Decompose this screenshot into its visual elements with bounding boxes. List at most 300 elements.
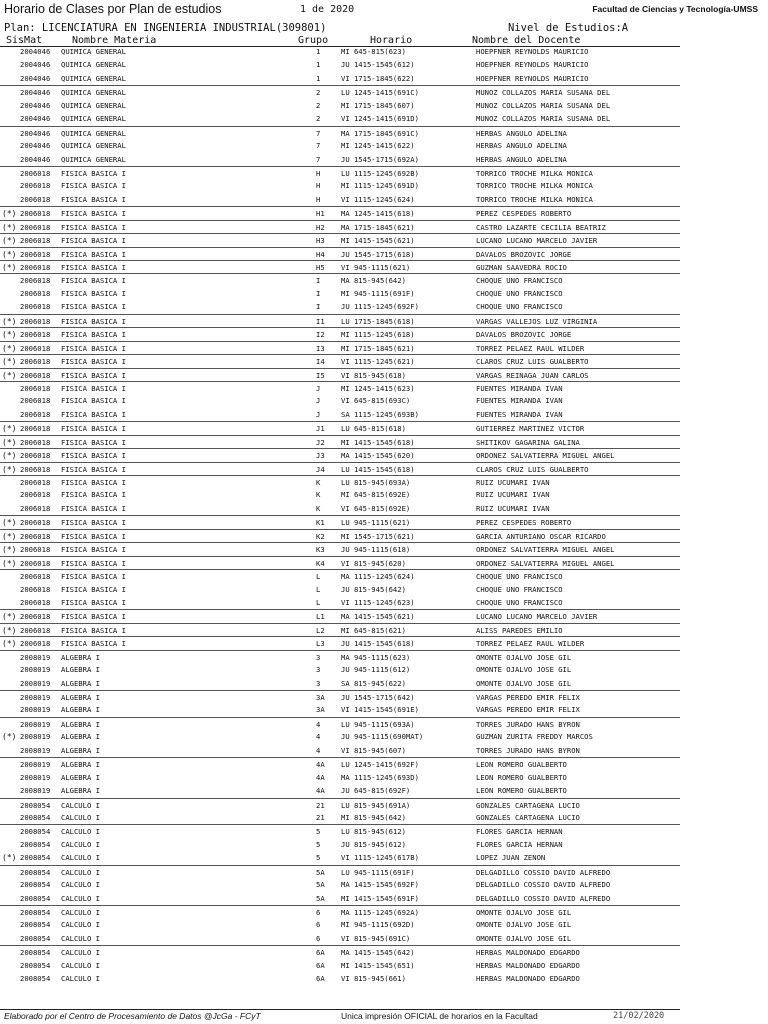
table-row (0, 408, 680, 421)
sismat-code: 2006018 (20, 572, 51, 582)
schedule-time: LU 645-815(618) (341, 424, 406, 434)
teacher-name: LEON ROMERO GUALBERTO (476, 760, 567, 770)
course-name: FISICA BASICA I (61, 625, 126, 635)
nivel-label: Nivel de Estudios:A (508, 22, 629, 34)
table-row (0, 583, 680, 596)
group-code: J (316, 383, 321, 393)
course-name: FISICA BASICA I (61, 330, 126, 340)
teacher-name: DAVALOS BROZOVIC JORGE (476, 249, 572, 259)
teacher-name: HERBAS MALDONADO EDGARDO (476, 948, 580, 958)
schedule-time: MI 645-815(621) (341, 625, 406, 635)
sismat-code: 2006018 (20, 383, 51, 393)
schedule-time: LU 815-945(693A) (341, 478, 411, 487)
course-name: QUIMICA GENERAL (61, 154, 126, 164)
course-name: QUIMICA GENERAL (61, 60, 126, 70)
table-row (0, 85, 680, 98)
schedule-time: LU 1715-1845(618) (341, 316, 415, 326)
sismat-code: 2006018 (20, 612, 51, 622)
group-code: 5 (316, 839, 321, 849)
course-name: ALGEBRA I (61, 678, 100, 688)
schedule-time: VI 1715-1845(622) (341, 73, 415, 83)
course-name: ALGEBRA I (61, 745, 100, 755)
group-code: 2 (316, 114, 321, 124)
schedule-time: VI 1115-1245(621) (341, 357, 415, 367)
course-name: ALGEBRA I (61, 665, 100, 675)
teacher-name: VARGAS VALLEJOS LUZ VIRGINIA (476, 316, 598, 326)
schedule-time: LU 1115-1245(692B) (341, 168, 419, 178)
course-name: FISICA BASICA I (61, 531, 126, 541)
table-row (0, 381, 680, 394)
course-name: CALCULO I (61, 867, 100, 877)
course-name: CALCULO I (61, 908, 100, 917)
asterisk-mark: (*) (2, 330, 17, 340)
group-code: 7 (316, 141, 321, 151)
sismat-code: 2006018 (20, 370, 51, 380)
asterisk-mark: (*) (2, 424, 17, 434)
sismat-code: 2006018 (20, 464, 51, 474)
group-code: J (316, 409, 321, 419)
schedule-time: MA 945-1115(623) (341, 652, 411, 662)
table-row (0, 448, 680, 461)
schedule-time: VI 1245-1415(691D) (341, 114, 419, 124)
table-row (0, 851, 680, 864)
course-name: FISICA BASICA I (61, 302, 126, 312)
course-name: CALCULO I (61, 920, 100, 930)
asterisk-mark: (*) (2, 222, 17, 232)
course-name: FISICA BASICA I (61, 316, 126, 326)
table-row (0, 126, 680, 139)
course-name: FISICA BASICA I (61, 181, 126, 191)
table-row (0, 905, 680, 918)
course-name: FISICA BASICA I (61, 209, 126, 219)
group-code: 7 (316, 128, 321, 138)
sismat-code: 2006018 (20, 357, 51, 367)
course-name: CALCULO I (61, 812, 100, 822)
sismat-code: 2004046 (20, 154, 51, 164)
teacher-name: OMONTE OJALVO JOSE GIL (476, 665, 572, 675)
teacher-name: CHOQUE UNO FRANCISCO (476, 597, 563, 607)
sismat-code: 2006018 (20, 343, 51, 353)
schedule-time: MI 1245-1415(623) (341, 383, 415, 393)
sismat-code: 2006018 (20, 249, 51, 259)
sismat-code: 2004046 (20, 128, 51, 138)
teacher-name: FUENTES MIRANDA IVAN (476, 383, 563, 393)
course-name: FISICA BASICA I (61, 288, 126, 298)
table-row (0, 730, 680, 743)
page-number: 1 de 2020 (300, 4, 355, 15)
sismat-code: 2004046 (20, 100, 51, 110)
schedule-time: MA 1415-1545(621) (341, 612, 415, 622)
group-code: I (316, 302, 321, 312)
course-name: CALCULO I (61, 827, 100, 837)
schedule-time: LU 945-1115(691F) (341, 867, 415, 877)
table-row (0, 542, 680, 555)
sismat-code: 2008054 (20, 960, 51, 970)
course-name: CALCULO I (61, 948, 100, 958)
group-code: 7 (316, 154, 321, 164)
teacher-name: HERBAS ANGULO ADELINA (476, 128, 567, 138)
plan-label: Plan: LICENCIATURA EN INGENIERIA INDUSTRIAL(309801) (4, 22, 327, 34)
course-name: FISICA BASICA I (61, 503, 126, 513)
asterisk-mark: (*) (2, 316, 17, 326)
teacher-name: HOEPFNER REYNOLDS MAURICIO (476, 47, 589, 56)
group-code: I4 (316, 357, 325, 367)
group-code: H4 (316, 249, 325, 259)
teacher-name: OMONTE OJALVO JOSE GIL (476, 920, 572, 930)
sismat-code: 2008019 (20, 760, 51, 770)
schedule-time: JU 945-1115(618) (341, 545, 411, 555)
teacher-name: GUTIERREZ MARTINEZ VICTOR (476, 424, 585, 434)
page-title: Horario de Clases por Plan de estudios (4, 2, 222, 16)
teacher-name: LEON ROMERO GUALBERTO (476, 786, 567, 796)
course-name: FISICA BASICA I (61, 545, 126, 555)
teacher-name: ORDONEZ SALVATIERRA MIGUEL ANGEL (476, 451, 615, 461)
group-code: 3A (316, 705, 325, 715)
schedule-time: MA 1115-1245(624) (341, 572, 415, 582)
sismat-code: 2006018 (20, 424, 51, 434)
table-row (0, 488, 680, 501)
table-row (0, 811, 680, 824)
table-row (0, 757, 680, 770)
schedule-time: LU 1245-1415(691C) (341, 88, 419, 98)
course-name: FISICA BASICA I (61, 424, 126, 434)
teacher-name: LUCANO LUCANO MARCELO JAVIER (476, 236, 598, 246)
schedule-time: JU 1545-1715(618) (341, 249, 415, 259)
table-row (0, 918, 680, 931)
group-code: I (316, 288, 321, 298)
footer-credit: Elaborado por el Centro de Procesamiento de Datos @JcGa - FCyT (4, 1011, 261, 1021)
sismat-code: 2004046 (20, 73, 51, 83)
group-code: K4 (316, 558, 325, 568)
sismat-code: 2006018 (20, 490, 51, 500)
schedule-time: VI 815-945(618) (341, 370, 406, 380)
table-row (0, 247, 680, 260)
table-row (0, 744, 680, 757)
teacher-name: VARGAS REINAGA JUAN CARLOS (476, 370, 589, 380)
course-name: ALGEBRA I (61, 705, 100, 715)
table-row (0, 193, 680, 206)
group-code: K1 (316, 518, 325, 528)
teacher-name: MUNOZ COLLAZOS MARIA SUSANA DEL (476, 100, 611, 110)
schedule-time: JU 1115-1245(692F) (341, 302, 419, 312)
teacher-name: HERBAS ANGULO ADELINA (476, 141, 567, 151)
course-name: FISICA BASICA I (61, 168, 126, 178)
asterisk-mark: (*) (2, 263, 17, 272)
sismat-code: 2006018 (20, 558, 51, 568)
schedule-time: LU 815-945(691A) (341, 800, 411, 810)
asterisk-mark: (*) (2, 437, 17, 447)
sismat-code: 2006018 (20, 316, 51, 326)
sismat-code: 2006018 (20, 545, 51, 555)
course-name: FISICA BASICA I (61, 396, 126, 406)
course-name: QUIMICA GENERAL (61, 100, 126, 110)
sismat-code: 2008054 (20, 880, 51, 890)
teacher-name: ALISS PAREDES EMILIO (476, 625, 563, 635)
group-code: I1 (316, 316, 325, 326)
sismat-code: 2008054 (20, 974, 51, 984)
table-row (0, 556, 680, 569)
table-row (0, 354, 680, 367)
group-code: H1 (316, 209, 325, 219)
teacher-name: HERBAS ANGULO ADELINA (476, 154, 567, 164)
course-name: FISICA BASICA I (61, 464, 126, 474)
table-row (0, 394, 680, 407)
group-code: 2 (316, 100, 321, 110)
table-row (0, 287, 680, 300)
group-code: L2 (316, 625, 325, 635)
sismat-code: 2008054 (20, 908, 51, 917)
sismat-code: 2008019 (20, 745, 51, 755)
course-name: CALCULO I (61, 880, 100, 890)
teacher-name: FUENTES MIRANDA IVAN (476, 409, 563, 419)
group-code: 1 (316, 73, 321, 83)
group-code: I2 (316, 330, 325, 340)
sismat-code: 2006018 (20, 409, 51, 419)
sismat-code: 2008054 (20, 839, 51, 849)
course-name: FISICA BASICA I (61, 236, 126, 246)
table-row (0, 663, 680, 676)
group-code: J2 (316, 437, 325, 447)
sismat-code: 2008019 (20, 652, 51, 662)
course-name: QUIMICA GENERAL (61, 128, 126, 138)
sismat-code: 2006018 (20, 639, 51, 649)
table-row (0, 636, 680, 649)
course-name: CALCULO I (61, 853, 100, 863)
table-row (0, 569, 680, 582)
table-row (0, 892, 680, 905)
course-name: FISICA BASICA I (61, 276, 126, 286)
sismat-code: 2008019 (20, 772, 51, 782)
course-name: FISICA BASICA I (61, 437, 126, 447)
asterisk-mark: (*) (2, 236, 17, 246)
teacher-name: GUZMAN ZURITA FREDDY MARCOS (476, 732, 593, 742)
table-row (0, 99, 680, 112)
table-row (0, 972, 680, 985)
group-code: L (316, 584, 321, 594)
group-code: 1 (316, 60, 321, 70)
group-code: J3 (316, 451, 325, 461)
table-row (0, 112, 680, 125)
teacher-name: FLORES GARCIA HERNAN (476, 827, 563, 837)
table-row (0, 824, 680, 837)
course-name: FISICA BASICA I (61, 518, 126, 528)
schedule-time: VI 1115-1245(623) (341, 597, 415, 607)
teacher-name: RUIZ UCUMARI IVAN (476, 490, 550, 500)
sismat-code: 2004046 (20, 114, 51, 124)
schedule-time: VI 1415-1545(691E) (341, 705, 419, 715)
table-row (0, 771, 680, 784)
schedule-time: VI 815-945(620) (341, 558, 406, 568)
asterisk-mark: (*) (2, 625, 17, 635)
group-code: 6 (316, 933, 321, 943)
teacher-name: HOEPFNER REYNOLDS MAURICIO (476, 73, 589, 83)
teacher-name: TORRICO TROCHE MILKA MONICA (476, 168, 593, 178)
group-code: K (316, 490, 321, 500)
course-name: CALCULO I (61, 974, 100, 984)
group-code: K3 (316, 545, 325, 555)
asterisk-mark: (*) (2, 612, 17, 622)
group-code: L (316, 597, 321, 607)
table-row (0, 690, 680, 703)
schedule-time: MI 645-815(623) (341, 47, 406, 56)
group-code: 4A (316, 772, 325, 782)
schedule-time: MI 1715-1845(607) (341, 100, 415, 110)
course-name: QUIMICA GENERAL (61, 47, 126, 56)
schedule-time: LU 945-1115(621) (341, 518, 411, 528)
teacher-name: CHOQUE UNO FRANCISCO (476, 276, 563, 286)
course-name: FISICA BASICA I (61, 490, 126, 500)
teacher-name: RUIZ UCUMARI IVAN (476, 478, 550, 487)
teacher-name: TORRES JURADO HANS BYRON (476, 745, 580, 755)
table-row (0, 341, 680, 354)
schedule-time: MI 815-945(642) (341, 812, 406, 822)
group-code: 3 (316, 678, 321, 688)
group-code: J4 (316, 464, 325, 474)
col-horario: Horario (370, 35, 413, 46)
sismat-code: 2006018 (20, 302, 51, 312)
teacher-name: MUNOZ COLLAZOS MARIA SUSANA DEL (476, 88, 611, 98)
table-row (0, 838, 680, 851)
sismat-code: 2004046 (20, 60, 51, 70)
teacher-name: TORRICO TROCHE MILKA MONICA (476, 181, 593, 191)
schedule-time: MA 1415-1545(642) (341, 948, 415, 958)
sismat-code: 2006018 (20, 437, 51, 447)
table-row (0, 515, 680, 528)
schedule-time: MA 1115-1245(692A) (341, 908, 419, 917)
sismat-code: 2006018 (20, 584, 51, 594)
table-row (0, 72, 680, 85)
sismat-code: 2006018 (20, 518, 51, 528)
schedule-time: MA 815-945(642) (341, 276, 406, 286)
teacher-name: ORDONEZ SALVATIERRA MIGUEL ANGEL (476, 558, 615, 568)
course-name: FISICA BASICA I (61, 584, 126, 594)
asterisk-mark: (*) (2, 209, 17, 219)
schedule-time: MI 945-1115(692D) (341, 920, 415, 930)
schedule-time: SA 815-945(622) (341, 678, 406, 688)
table-row (0, 206, 680, 219)
teacher-name: VARGAS PEREDO EMIR FELIX (476, 705, 580, 715)
group-code: 5A (316, 880, 325, 890)
faculty-name: Facultad de Ciencias y Tecnología-UMSS (592, 4, 758, 14)
course-name: QUIMICA GENERAL (61, 114, 126, 124)
group-code: 2 (316, 88, 321, 98)
table-row (0, 945, 680, 958)
teacher-name: GARCIA ANTURIANO OSCAR RICARDO (476, 531, 606, 541)
sismat-code: 2008019 (20, 732, 51, 742)
sismat-code: 2006018 (20, 222, 51, 232)
teacher-name: CLAROS CRUZ LUIS GUALBERTO (476, 464, 589, 474)
schedule-time: MI 1115-1245(691D) (341, 181, 419, 191)
table-row (0, 327, 680, 340)
sismat-code: 2006018 (20, 236, 51, 246)
teacher-name: RUIZ UCUMARI IVAN (476, 503, 550, 513)
teacher-name: MUNOZ COLLAZOS MARIA SUSANA DEL (476, 114, 611, 124)
course-name: FISICA BASICA I (61, 343, 126, 353)
course-name: CALCULO I (61, 839, 100, 849)
course-name: FISICA BASICA I (61, 370, 126, 380)
course-name: QUIMICA GENERAL (61, 73, 126, 83)
table-row (0, 435, 680, 448)
group-code: 6 (316, 908, 321, 917)
schedule-time: VI 945-1115(621) (341, 263, 411, 272)
table-row (0, 703, 680, 716)
course-name: CALCULO I (61, 933, 100, 943)
sismat-code: 2008054 (20, 827, 51, 837)
teacher-name: LOPEZ JUAN ZENON (476, 853, 546, 863)
schedule-time: VI 815-945(661) (341, 974, 406, 984)
schedule-time: SA 1115-1245(693B) (341, 409, 419, 419)
table-row (0, 233, 680, 246)
asterisk-mark: (*) (2, 545, 17, 555)
teacher-name: CHOQUE UNO FRANCISCO (476, 288, 563, 298)
teacher-name: CHOQUE UNO FRANCISCO (476, 572, 563, 582)
teacher-name: CASTRO LAZARTE CECILIA BEATRIZ (476, 222, 606, 232)
schedule-time: MI 1415-1545(691F) (341, 893, 419, 903)
sismat-code: 2006018 (20, 330, 51, 340)
sismat-code: 2004046 (20, 141, 51, 151)
schedule-time: MI 1415-1545(618) (341, 437, 415, 447)
table-row (0, 865, 680, 878)
sismat-code: 2008019 (20, 705, 51, 715)
sismat-code: 2006018 (20, 288, 51, 298)
group-code: L1 (316, 612, 325, 622)
course-name: FISICA BASICA I (61, 194, 126, 204)
group-code: 3A (316, 693, 325, 702)
table-row (0, 717, 680, 730)
sismat-code: 2008054 (20, 812, 51, 822)
group-code: 4A (316, 760, 325, 770)
teacher-name: TORREZ PELAEZ RAUL WILDER (476, 343, 585, 353)
sismat-code: 2006018 (20, 181, 51, 191)
table-row (0, 273, 680, 286)
course-name: QUIMICA GENERAL (61, 88, 126, 98)
course-name: ALGEBRA I (61, 693, 100, 702)
group-code: 6A (316, 948, 325, 958)
table-row (0, 300, 680, 313)
asterisk-mark: (*) (2, 343, 17, 353)
schedule-time: MA 1415-1545(692F) (341, 880, 419, 890)
table-row (0, 650, 680, 663)
group-code: 5A (316, 867, 325, 877)
asterisk-mark: (*) (2, 370, 17, 380)
table-row (0, 314, 680, 327)
group-code: J (316, 396, 321, 406)
schedule-time: JU 815-945(642) (341, 584, 406, 594)
teacher-name: CHOQUE UNO FRANCISCO (476, 584, 563, 594)
col-materia: Nombre Materia (72, 35, 157, 46)
course-name: ALGEBRA I (61, 652, 100, 662)
teacher-name: DELGADILLO COSSIO DAVID ALFREDO (476, 867, 611, 877)
schedule-time: MA 1715-1845(621) (341, 222, 415, 232)
teacher-name: DELGADILLO COSSIO DAVID ALFREDO (476, 893, 611, 903)
table-row (0, 58, 680, 71)
asterisk-mark: (*) (2, 249, 17, 259)
schedule-time: JU 945-1115(612) (341, 665, 411, 675)
table-row (0, 502, 680, 515)
table-row (0, 932, 680, 945)
group-code: K (316, 503, 321, 513)
schedule-time: JU 815-945(612) (341, 839, 406, 849)
schedule-time: VI 815-945(607) (341, 745, 406, 755)
group-code: 4 (316, 732, 321, 742)
group-code: 21 (316, 812, 325, 822)
teacher-name: OMONTE OJALVO JOSE GIL (476, 908, 572, 917)
group-code: 5 (316, 853, 321, 863)
teacher-name: OMONTE OJALVO JOSE GIL (476, 652, 572, 662)
course-name: ALGEBRA I (61, 786, 100, 796)
group-code: 3 (316, 652, 321, 662)
schedule-time: MI 1415-1545(621) (341, 236, 415, 246)
